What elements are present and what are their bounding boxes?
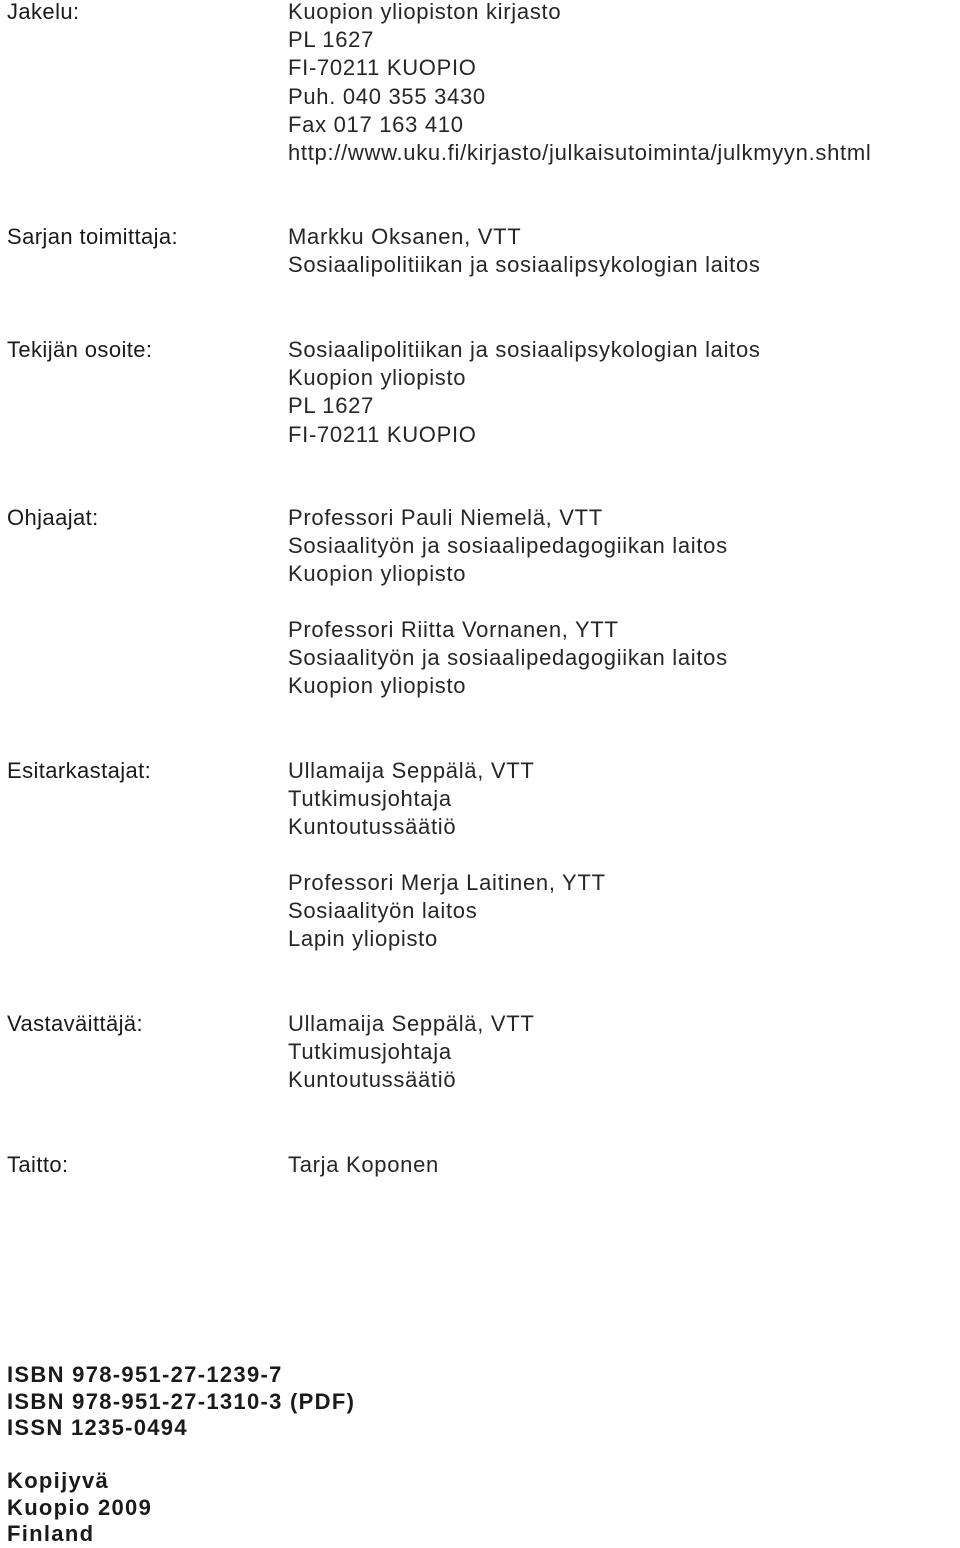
person-department: Sosiaalityön ja sosiaalipedagogiikan laitos <box>288 645 728 671</box>
label-esitarkastajat: Esitarkastajat: <box>7 758 152 783</box>
phone-line: Puh. 040 355 3430 <box>288 83 486 109</box>
issn: ISSN 1235-0494 <box>7 1415 188 1440</box>
label-sarjan-toimittaja: Sarjan toimittaja: <box>7 224 179 249</box>
address-line: Kuopion yliopiston kirjasto <box>288 0 562 24</box>
label-ohjaajat: Ohjaajat: <box>7 505 99 530</box>
address-line: Sosiaalipolitiikan ja sosiaalipsykologian laitos <box>288 337 761 362</box>
publication-identifiers <box>7 1362 355 1442</box>
person-name: Professori Merja Laitinen, YTT <box>288 870 606 895</box>
author-address <box>288 336 761 449</box>
series-editor <box>288 223 761 279</box>
person-department: Sosiaalityön ja sosiaalipedagogiikan laitos <box>288 533 728 559</box>
editor-name: Markku Oksanen, VTT <box>288 224 522 249</box>
person-title: Tutkimusjohtaja <box>288 1039 452 1065</box>
person-name: Professori Riitta Vornanen, YTT <box>288 617 619 642</box>
fax-line: Fax 017 163 410 <box>288 111 464 137</box>
address-line: Kuopion yliopisto <box>288 365 467 391</box>
label-jakelu: Jakelu: <box>7 0 80 24</box>
print-place-year: Kuopio 2009 <box>7 1494 153 1520</box>
person-department: Sosiaalityön laitos <box>288 898 478 924</box>
address-line: FI-70211 KUOPIO <box>288 421 477 447</box>
address-line: PL 1627 <box>288 393 375 419</box>
person-name: Professori Pauli Niemelä, VTT <box>288 505 603 530</box>
printer-info <box>7 1468 152 1548</box>
opponent <box>288 1010 535 1095</box>
person-institution: Kuntoutussäätiö <box>288 1067 457 1093</box>
person-name: Ullamaija Seppälä, VTT <box>288 1011 535 1036</box>
printer-name: Kopijyvä <box>7 1468 110 1493</box>
isbn-print: ISBN 978-951-27-1239-7 <box>7 1362 283 1387</box>
address-line: FI-70211 KUOPIO <box>288 55 477 81</box>
label-taitto: Taitto: <box>7 1152 69 1177</box>
print-country: Finland <box>7 1521 95 1546</box>
person-institution: Kuopion yliopisto <box>288 673 467 699</box>
supervisor-1 <box>288 504 728 589</box>
reviewer-2 <box>288 869 606 954</box>
label-vastavaittaja: Vastaväittäjä: <box>7 1011 144 1036</box>
label-tekijan-osoite: Tekijän osoite: <box>7 337 153 362</box>
distribution-address <box>288 0 871 167</box>
person-title: Tutkimusjohtaja <box>288 786 452 812</box>
person-institution: Kuopion yliopisto <box>288 561 467 587</box>
person-name: Tarja Koponen <box>288 1152 439 1177</box>
reviewer-1 <box>288 757 535 842</box>
address-line: PL 1627 <box>288 27 375 53</box>
person-institution: Kuntoutussäätiö <box>288 814 457 840</box>
url-line: http://www.uku.fi/kirjasto/julkaisutoiminta/julkmyyn.shtml <box>288 140 872 166</box>
person-name: Ullamaija Seppälä, VTT <box>288 758 535 783</box>
layout-person <box>288 1151 439 1179</box>
person-institution: Lapin yliopisto <box>288 926 438 952</box>
editor-department: Sosiaalipolitiikan ja sosiaalipsykologian laitos <box>288 252 761 278</box>
supervisor-2 <box>288 616 728 701</box>
isbn-pdf: ISBN 978-951-27-1310-3 (PDF) <box>7 1388 356 1414</box>
